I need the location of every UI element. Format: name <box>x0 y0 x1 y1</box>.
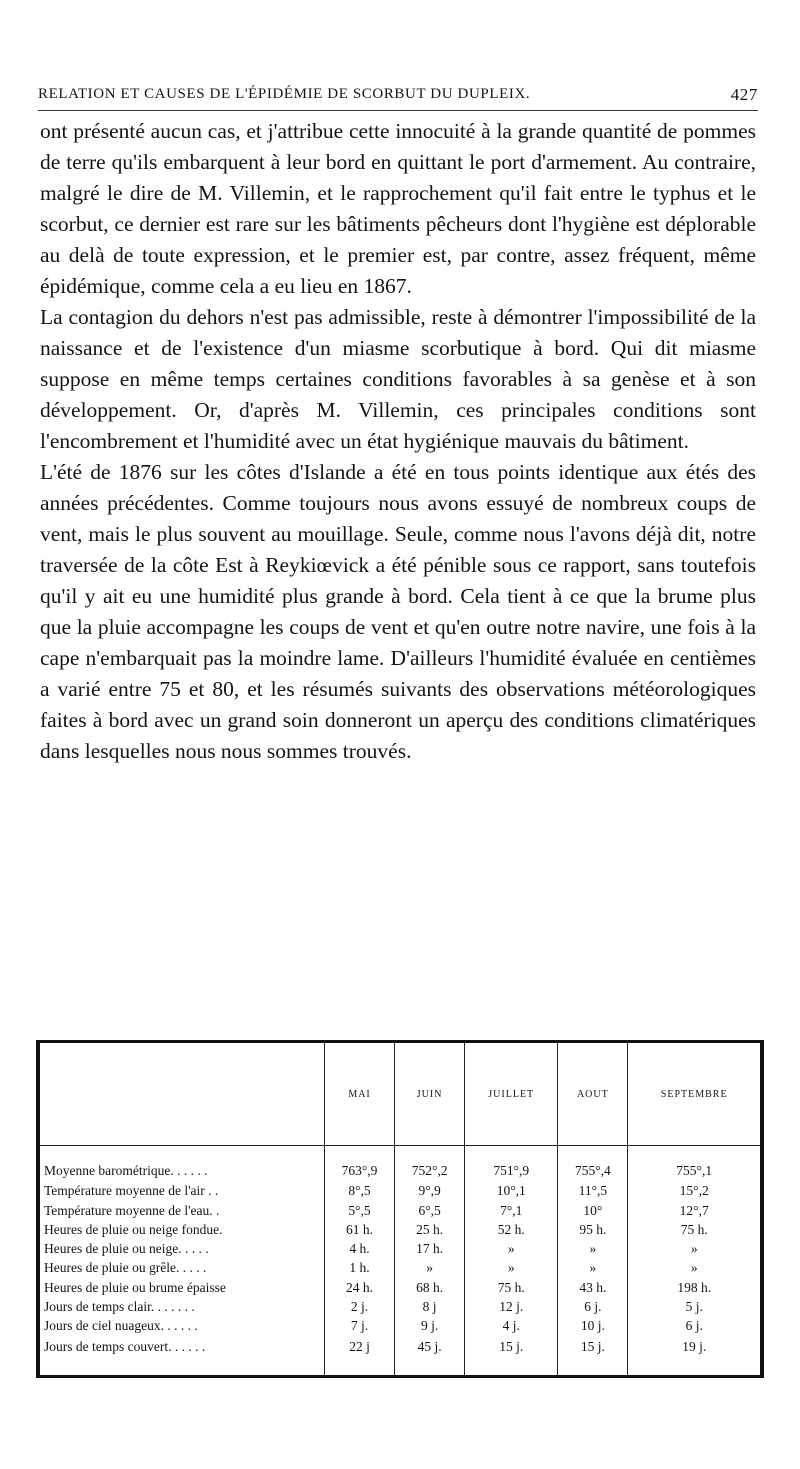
table-row <box>40 1258 760 1277</box>
table-cell: 15 j. <box>465 1335 558 1375</box>
table-cell: 17 h. <box>395 1239 465 1258</box>
table-cell: » <box>395 1258 465 1277</box>
row-label: Heures de pluie ou brume épaisse <box>44 1279 226 1295</box>
table-cell: 9 j. <box>395 1316 465 1335</box>
table-cell: 8 j <box>395 1297 465 1316</box>
table-cell: 2 j. <box>325 1297 395 1316</box>
row-label: Heures de pluie ou neige fondue. <box>44 1221 223 1237</box>
table-cell: 95 h. <box>558 1220 628 1239</box>
row-label: Température moyenne de l'eau. . <box>44 1202 220 1218</box>
column-header-septembre: SEPTEMBRE <box>628 1043 760 1146</box>
table-cell: 15 j. <box>558 1335 628 1375</box>
row-label: Température moyenne de l'air . . <box>44 1183 219 1199</box>
table-row <box>40 1200 760 1219</box>
column-header-mai: MAI <box>325 1043 395 1146</box>
table-cell: » <box>465 1258 558 1277</box>
table-cell: 5 j. <box>628 1297 760 1316</box>
table-cell: 12°,7 <box>628 1200 760 1219</box>
column-header-juillet: JUILLET <box>465 1043 558 1146</box>
page-number: 427 <box>730 85 758 104</box>
meteo-table <box>40 1043 760 1375</box>
table-cell: » <box>558 1258 628 1277</box>
table-cell: 5°,5 <box>325 1200 395 1219</box>
row-label: Jours de ciel nuageux. . . . . . <box>44 1318 198 1334</box>
header-title: RELATION ET CAUSES DE L'ÉPIDÉMIE DE SCORBUT DU DUPLEIX. <box>38 86 531 102</box>
table-cell: 10° <box>558 1200 628 1219</box>
table-cell: 15°,2 <box>628 1181 760 1200</box>
row-label: Heures de pluie ou grêle. . . . . <box>44 1260 207 1276</box>
table-cell: 755°,1 <box>628 1146 760 1182</box>
body-text <box>40 116 756 767</box>
table-cell: » <box>465 1239 558 1258</box>
table-cell: 24 h. <box>325 1278 395 1297</box>
table-cell: 7°,1 <box>465 1200 558 1219</box>
column-header-juin: JUIN <box>395 1043 465 1146</box>
table-cell: 10°,1 <box>465 1181 558 1200</box>
table-cell: 75 h. <box>465 1278 558 1297</box>
table-cell: » <box>558 1239 628 1258</box>
column-header-label <box>40 1043 325 1146</box>
table-row <box>40 1278 760 1297</box>
table-cell: 1 h. <box>325 1258 395 1277</box>
row-label: Jours de temps clair. . . . . . . <box>44 1298 195 1314</box>
row-label: Moyenne barométrique. . . . . . <box>44 1163 208 1179</box>
header-rule <box>38 110 758 111</box>
table-cell: 6°,5 <box>395 1200 465 1219</box>
table-cell: » <box>628 1258 760 1277</box>
table-cell: 4 j. <box>465 1316 558 1335</box>
table-cell: 68 h. <box>395 1278 465 1297</box>
table-cell: 198 h. <box>628 1278 760 1297</box>
table-cell: 19 j. <box>628 1335 760 1375</box>
paragraph: L'été de 1876 sur les côtes d'Islande a été en tous points identique aux étés des années précédentes. Comme toujours nous avons essuyé de nombreux coups de vent, mais le plus souvent au mouillage. Seule, comme nous l'avons déjà dit, notre traversée de la côte Est à Reykiœvick a été pénible sous ce rapport, sans toutefois qu'il y ait eu une humidité plus grande à bord. Cela tient à ce que la brume plus que la pluie accompagne les coups de vent et qu'en outre notre navire, une fois à la cape n'embarquait pas la moindre lame. D'ailleurs l'humidité évaluée en centièmes a varié entre 75 et 80, et les résumés suivants des observations météorologiques faites à bord avec un grand soin donneront un aperçu des conditions climatériques dans lesquelles nous nous sommes trouvés. <box>40 460 756 763</box>
table-cell: 25 h. <box>395 1220 465 1239</box>
paragraph: ont présenté aucun cas, et j'attribue cette innocuité à la grande quantité de pommes de terre qu'ils embarquent à leur bord en quittant le port d'armement. Au contraire, malgré le dire de M. Villemin, et le rapprochement qu'il fait entre le typhus et le scorbut, ce dernier est rare sur les bâtiments pêcheurs dont l'hygiène est déplorable au delà de toute expression, et le premier est, par contre, assez fréquent, même épidémique, comme cela a eu lieu en 1867. <box>40 119 756 298</box>
running-header <box>38 86 758 110</box>
table-cell: 43 h. <box>558 1278 628 1297</box>
table-cell: 10 j. <box>558 1316 628 1335</box>
table-row <box>40 1239 760 1258</box>
table-row <box>40 1220 760 1239</box>
row-label: Heures de pluie ou neige. . . . . <box>44 1241 209 1257</box>
column-header-aout: AOUT <box>558 1043 628 1146</box>
table-header-row <box>40 1043 760 1146</box>
table-cell: » <box>628 1239 760 1258</box>
table-cell: 752°,2 <box>395 1146 465 1182</box>
table-cell: 6 j. <box>628 1316 760 1335</box>
table-cell: 45 j. <box>395 1335 465 1375</box>
table-row <box>40 1316 760 1335</box>
table-cell: 52 h. <box>465 1220 558 1239</box>
table-cell: 61 h. <box>325 1220 395 1239</box>
table-cell: 751°,9 <box>465 1146 558 1182</box>
table-row <box>40 1297 760 1316</box>
table-cell: 12 j. <box>465 1297 558 1316</box>
table-cell: 9°,9 <box>395 1181 465 1200</box>
meteorological-table <box>36 1040 764 1378</box>
table-cell: 8°,5 <box>325 1181 395 1200</box>
table-row <box>40 1181 760 1200</box>
row-label: Jours de temps couvert. . . . . . <box>44 1338 206 1354</box>
paragraph: La contagion du dehors n'est pas admissible, reste à démontrer l'impossibilité de la naissance et de l'existence d'un miasme scorbutique à bord. Qui dit miasme suppose en même temps certaines conditions favorables à sa genèse et à son développement. Or, d'après M. Villemin, ces principales conditions sont l'encombrement et l'humidité avec un état hygiénique mauvais du bâtiment. <box>40 305 756 453</box>
table-cell: 4 h. <box>325 1239 395 1258</box>
table-cell: 7 j. <box>325 1316 395 1335</box>
table-row <box>40 1146 760 1182</box>
table-cell: 755°,4 <box>558 1146 628 1182</box>
table-cell: 22 j <box>325 1335 395 1375</box>
table-cell: 11°,5 <box>558 1181 628 1200</box>
table-row <box>40 1335 760 1375</box>
table-cell: 763°,9 <box>325 1146 395 1182</box>
table-cell: 75 h. <box>628 1220 760 1239</box>
table-cell: 6 j. <box>558 1297 628 1316</box>
